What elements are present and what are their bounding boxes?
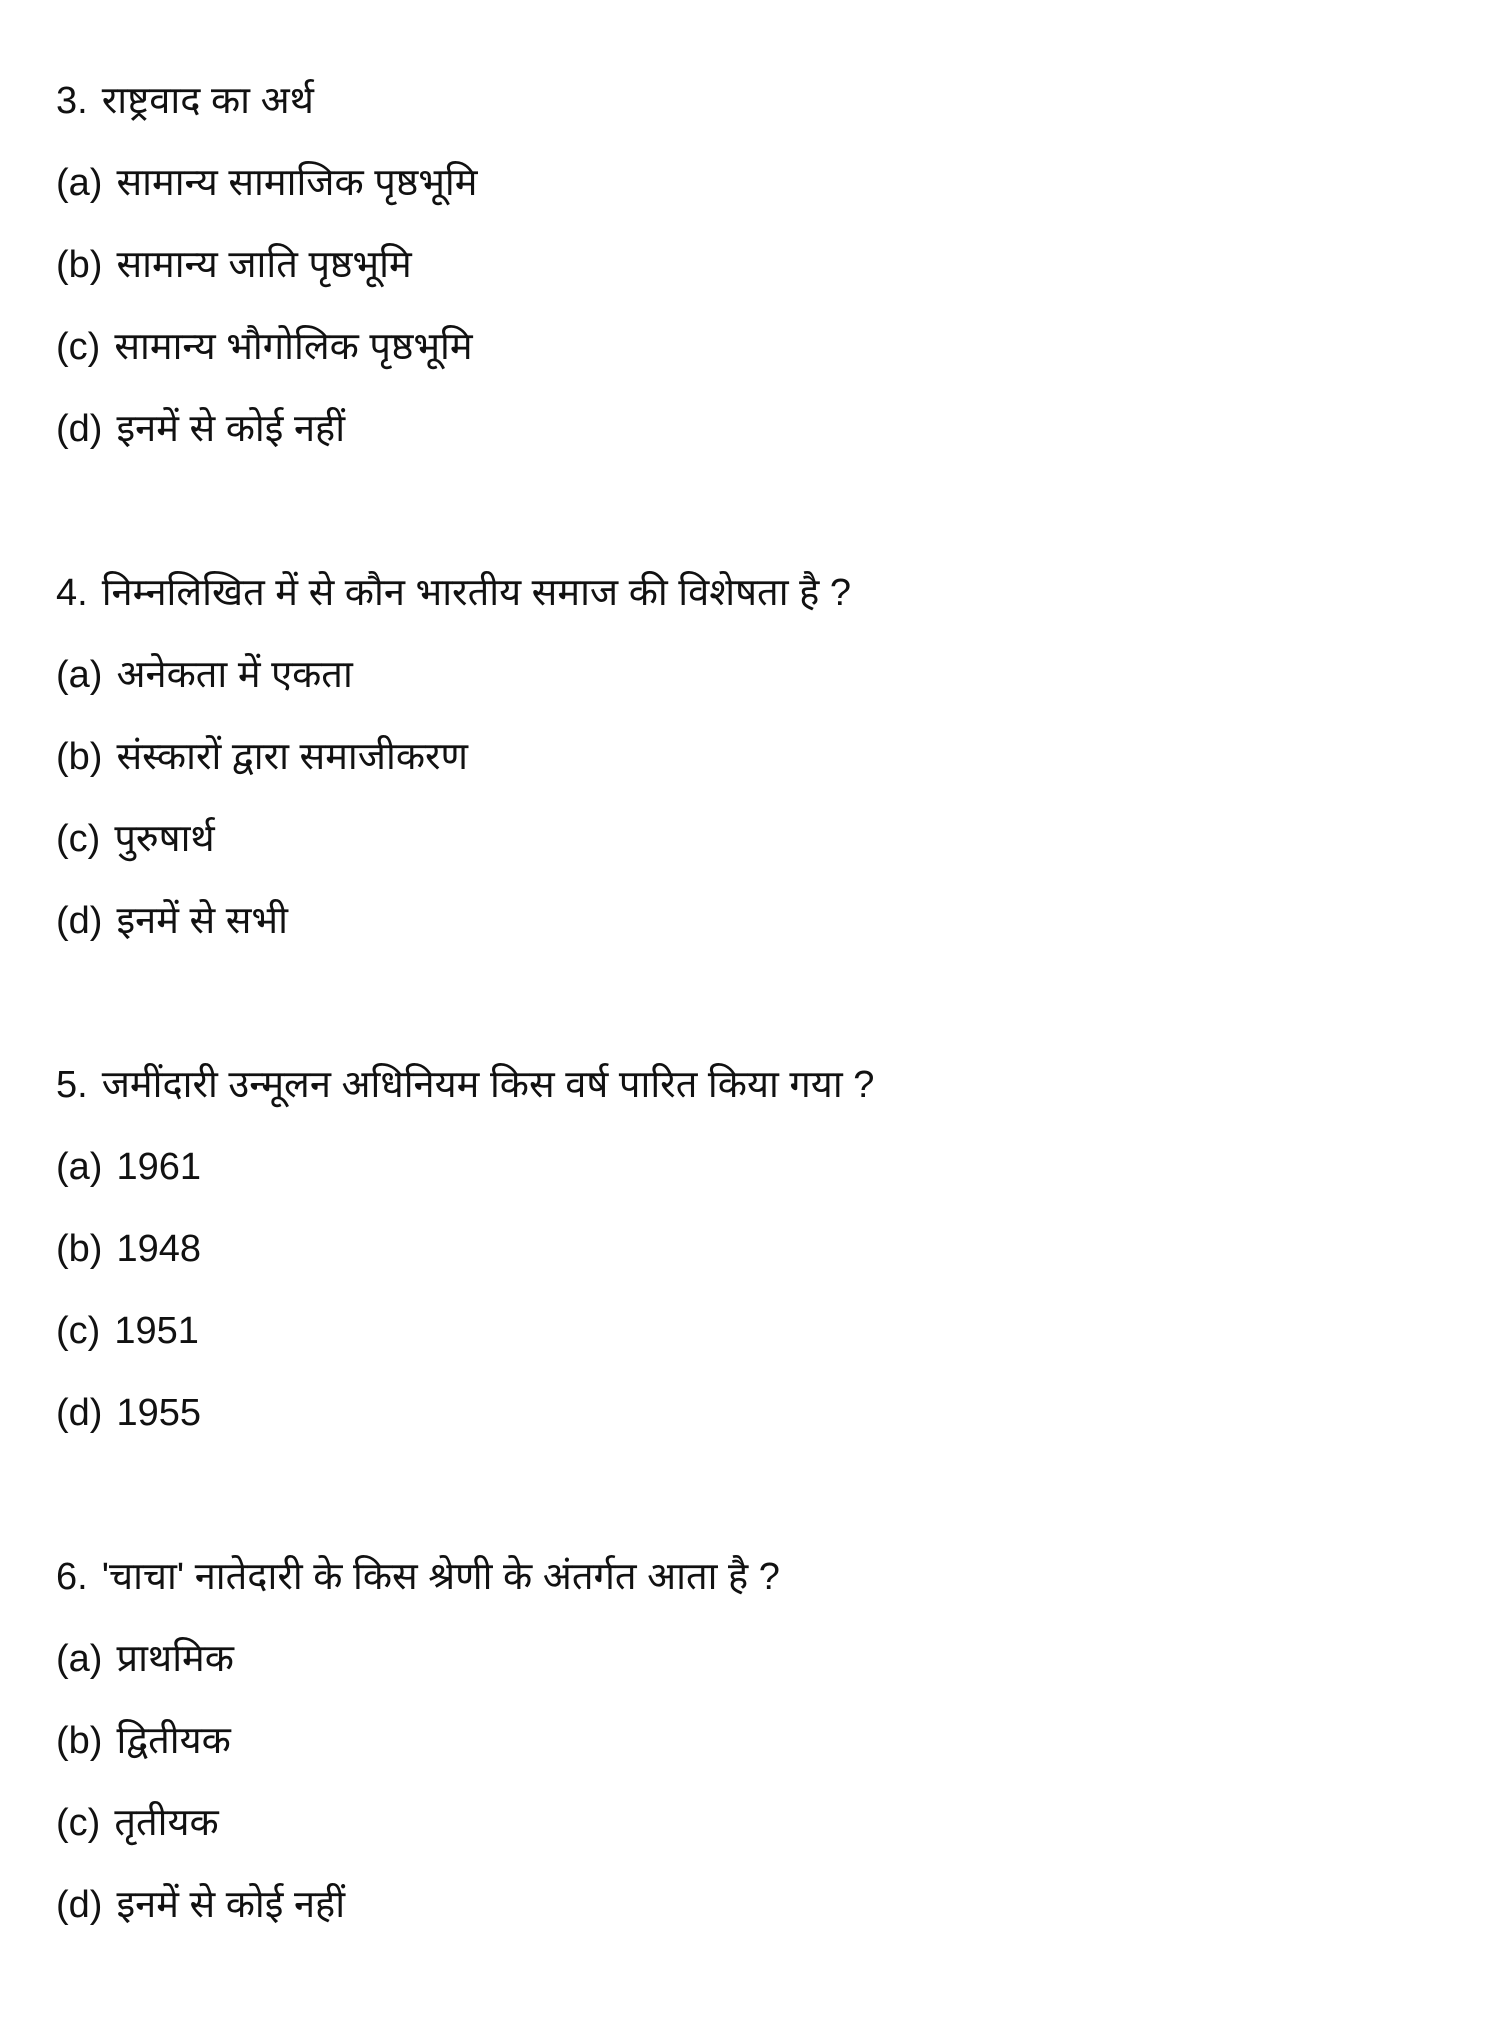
option-text: सामान्य भौगोलिक पृष्ठभूमि [114, 326, 473, 368]
question-title [56, 552, 874, 634]
option-label: (b) [56, 736, 103, 778]
question-title [56, 60, 874, 142]
option-label: (d) [56, 1884, 103, 1926]
option-text: 1955 [116, 1392, 201, 1434]
option-text: सामान्य जाति पृष्ठभूमि [116, 244, 412, 286]
option-a [56, 634, 874, 716]
option-text: प्राथमिक [116, 1638, 234, 1680]
option-label: (a) [56, 654, 103, 696]
option-text: इनमें से कोई नहीं [116, 1884, 346, 1926]
option-label: (b) [56, 244, 103, 286]
question-sheet [56, 60, 874, 2028]
option-text: इनमें से सभी [116, 900, 288, 942]
option-label: (c) [56, 1310, 101, 1352]
option-d [56, 1372, 874, 1454]
option-b [56, 1208, 874, 1290]
question-number: 5. [56, 1064, 88, 1106]
option-a [56, 142, 874, 224]
option-text: इनमें से कोई नहीं [116, 408, 346, 450]
option-text: द्वितीयक [116, 1720, 231, 1762]
option-b [56, 224, 874, 306]
question-text: निम्नलिखित में से कौन भारतीय समाज की विशेषता है ? [101, 572, 851, 614]
option-a [56, 1618, 874, 1700]
option-c [56, 1782, 874, 1864]
option-text: संस्कारों द्वारा समाजीकरण [116, 736, 469, 778]
option-c [56, 306, 874, 388]
option-b [56, 716, 874, 798]
option-label: (b) [56, 1720, 103, 1762]
question-text: 'चाचा' नातेदारी के किस श्रेणी के अंतर्गत आता है ? [101, 1556, 780, 1598]
option-label: (a) [56, 1638, 103, 1680]
option-label: (a) [56, 1146, 103, 1188]
option-text: सामान्य सामाजिक पृष्ठभूमि [116, 162, 478, 204]
option-label: (c) [56, 818, 101, 860]
option-text: पुरुषार्थ [114, 818, 215, 860]
option-d [56, 880, 874, 962]
option-text: अनेकता में एकता [116, 654, 353, 696]
option-label: (d) [56, 1392, 103, 1434]
option-text: तृतीयक [114, 1802, 219, 1844]
option-label: (d) [56, 408, 103, 450]
question-text: जमींदारी उन्मूलन अधिनियम किस वर्ष पारित किया गया ? [101, 1064, 875, 1106]
option-label: (c) [56, 1802, 101, 1844]
question-title [56, 1044, 874, 1126]
question-text: राष्ट्रवाद का अर्थ [101, 80, 314, 122]
option-text: 1961 [116, 1146, 201, 1188]
question-number: 4. [56, 572, 88, 614]
option-d [56, 1864, 874, 1946]
option-label: (b) [56, 1228, 103, 1270]
question-3 [56, 60, 874, 470]
option-label: (c) [56, 326, 101, 368]
option-text: 1951 [114, 1310, 199, 1352]
question-title [56, 1536, 874, 1618]
question-4 [56, 552, 874, 962]
question-number: 6. [56, 1556, 88, 1598]
option-label: (a) [56, 162, 103, 204]
option-label: (d) [56, 900, 103, 942]
option-d [56, 388, 874, 470]
option-a [56, 1126, 874, 1208]
option-text: 1948 [116, 1228, 201, 1270]
question-5 [56, 1044, 874, 1454]
option-c [56, 798, 874, 880]
option-b [56, 1700, 874, 1782]
option-c [56, 1290, 874, 1372]
question-6 [56, 1536, 874, 1946]
question-number: 3. [56, 80, 88, 122]
